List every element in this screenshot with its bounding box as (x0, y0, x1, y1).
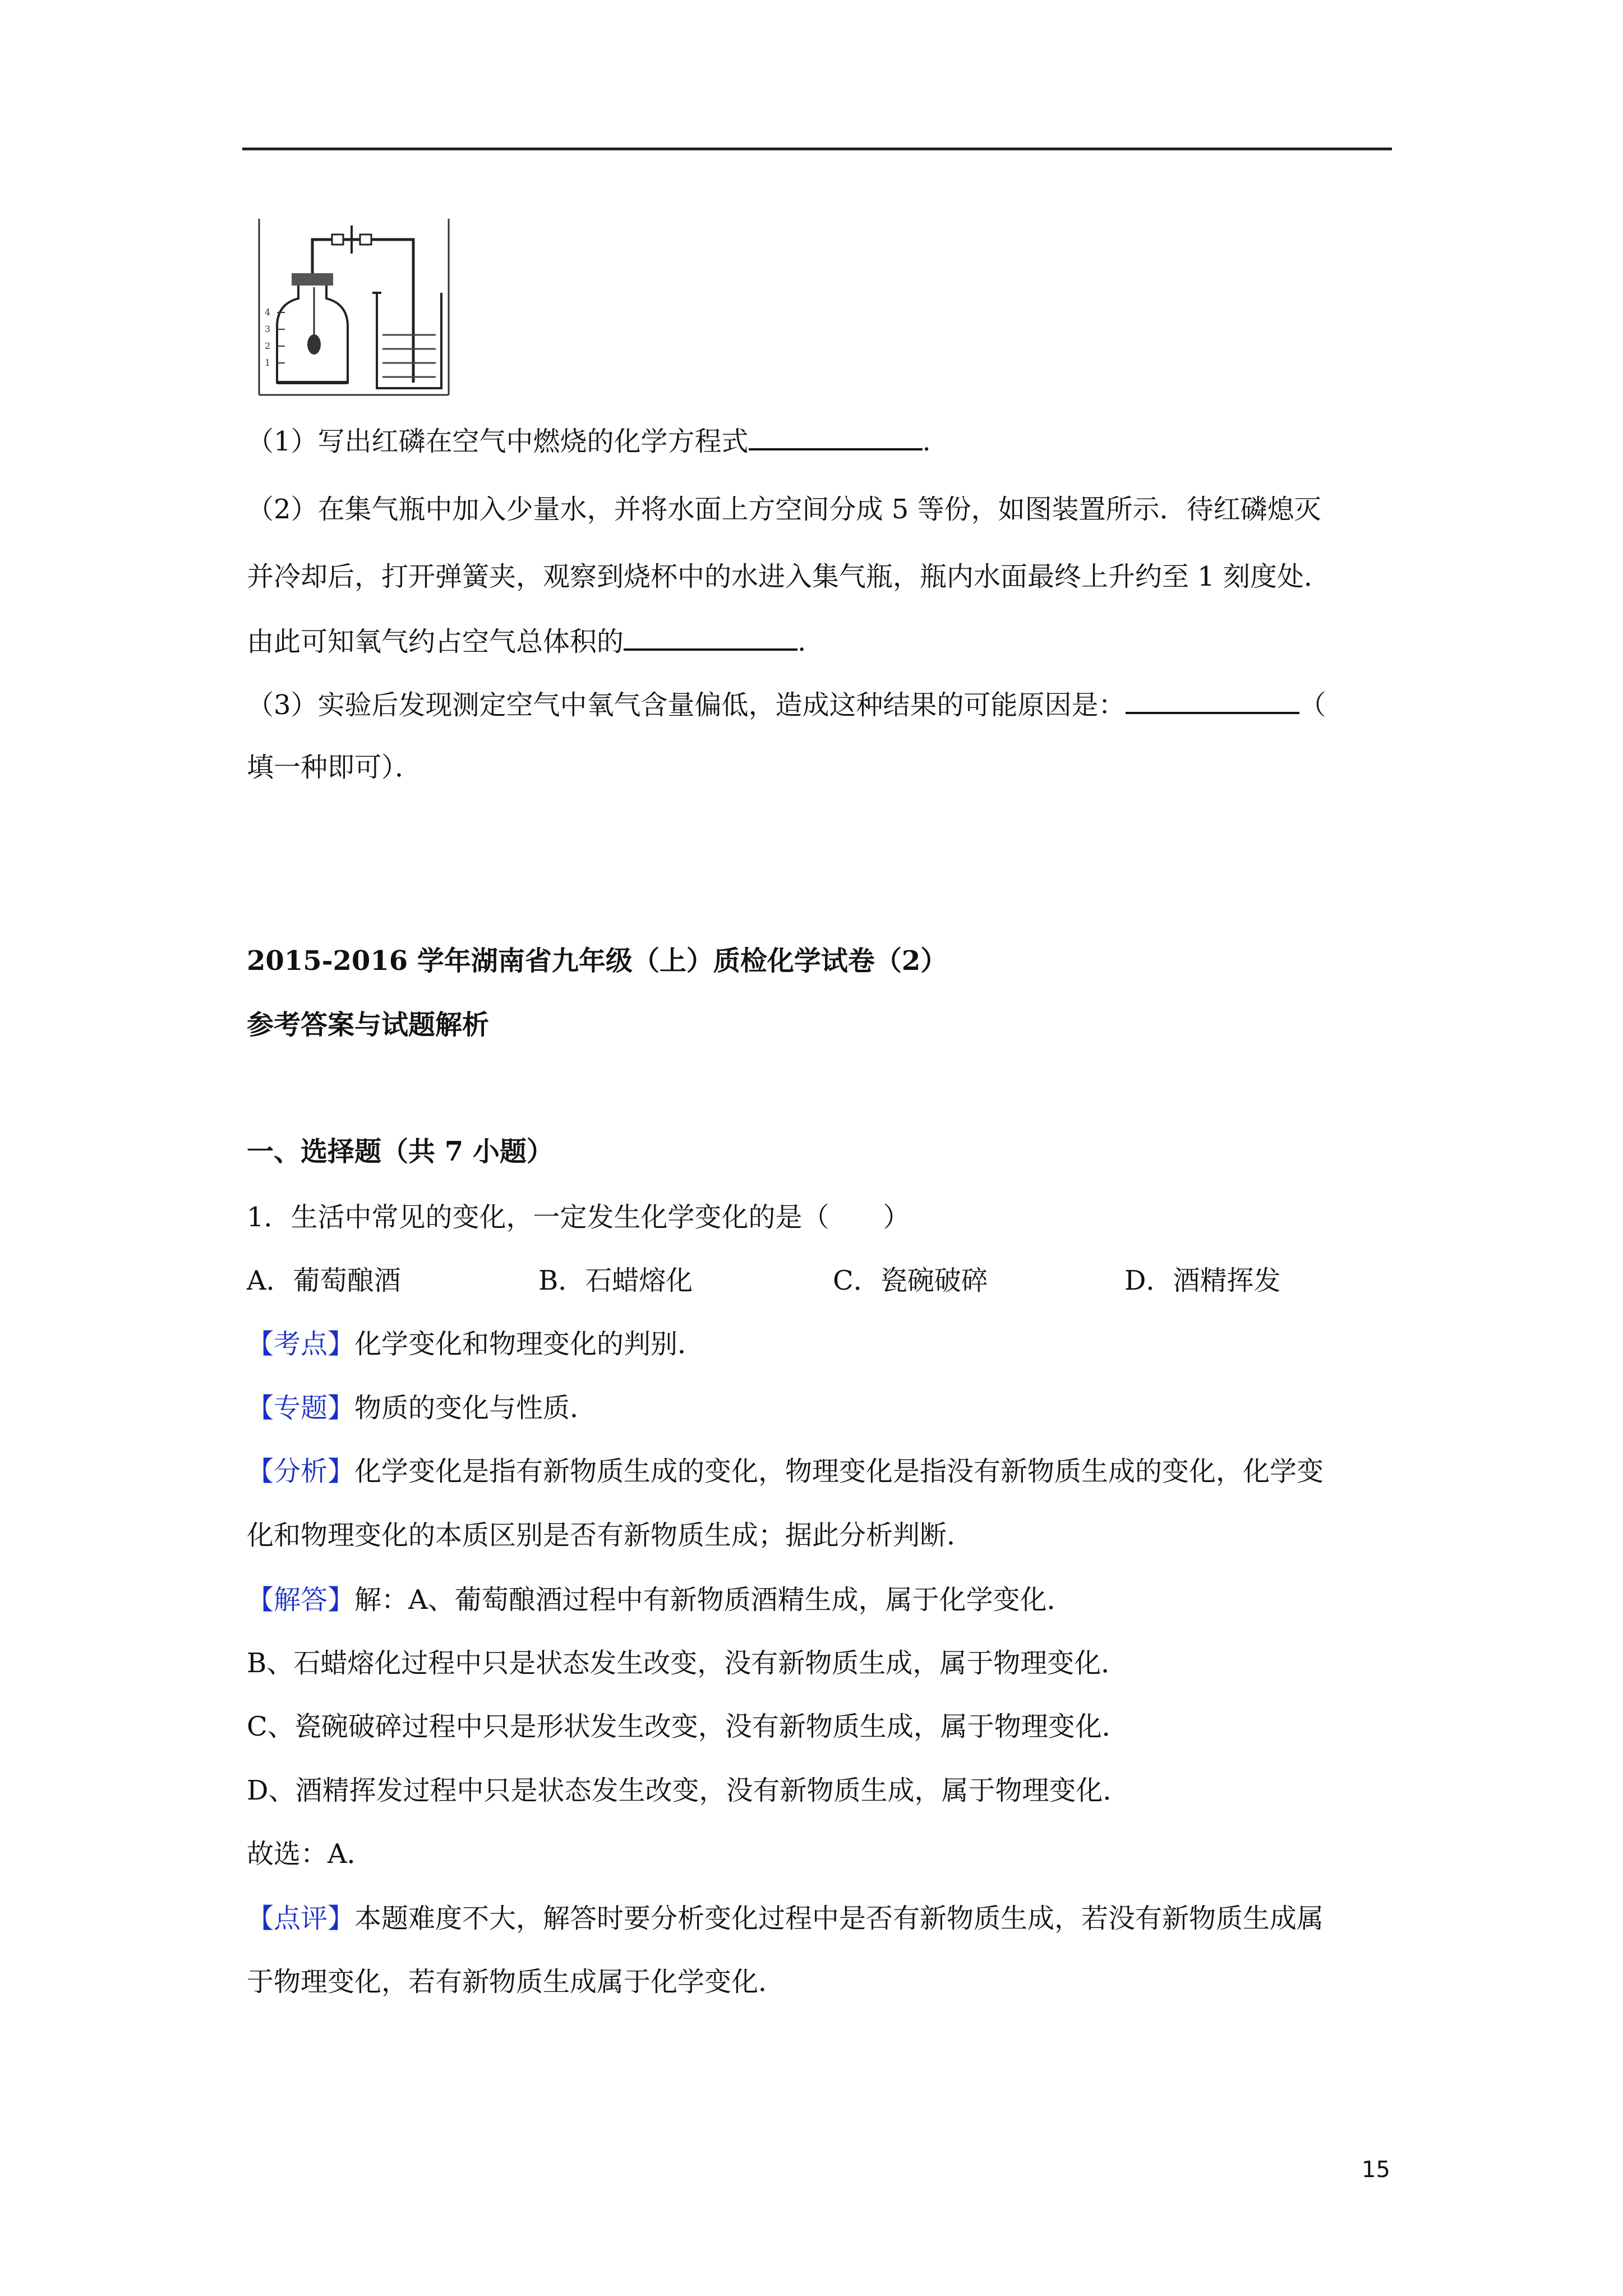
answer-subtitle: 参考答案与试题解析 (247, 1009, 490, 1041)
fenxi-tag: 【分析】 (247, 1456, 355, 1487)
fenxi-line-2: 化和物理变化的本质区别是否有新物质生成；据此分析判断． (247, 1520, 974, 1551)
scale-label-1: 1 (265, 357, 271, 368)
kaodian: 【考点】化学变化和物理变化的判别． (247, 1328, 705, 1360)
question-stem: 1．生活中常见的变化，一定发生化学变化的是（ ） (247, 1202, 910, 1233)
scale-label-2: 2 (265, 341, 271, 351)
option-d: D．酒精挥发 (1124, 1265, 1281, 1296)
page-number: 15 (1362, 2157, 1390, 2183)
jieda-tag: 【解答】 (247, 1584, 355, 1616)
answer-choice: 故选：A． (247, 1838, 374, 1870)
answer-blank-1 (749, 424, 923, 450)
dianping-line-2: 于物理变化，若有新物质生成属于化学变化． (247, 1966, 786, 1998)
question-2-line-1: （2）在集气瓶中加入少量水，并将水面上方空间分成 5 等份，如图装置所示．待红磷熄灭 (247, 494, 1321, 525)
dianping-line-1: 【点评】本题难度不大，解答时要分析变化过程中是否有新物质生成，若没有新物质生成属 (247, 1903, 1324, 1934)
fenxi-line-1: 【分析】化学变化是指有新物质生成的变化，物理变化是指没有新物质生成的变化，化学变 (247, 1456, 1324, 1487)
question-2-line-2: 并冷却后，打开弹簧夹，观察到烧杯中的水进入集气瓶，瓶内水面最终上升约至 1 刻度处． (247, 561, 1331, 592)
option-a: A．葡萄酿酒 (247, 1265, 401, 1296)
header-rule (242, 148, 1392, 150)
apparatus-figure (242, 214, 455, 399)
question-2-line-3: 由此可知氧气约占空气总体积的 . (247, 624, 806, 659)
question-1: （1）写出红磷在空气中燃烧的化学方程式 . (247, 424, 931, 458)
option-b: B．石蜡熔化 (538, 1265, 693, 1296)
zhuanti-tag: 【专题】 (247, 1392, 355, 1424)
jieda-line-3: C、瓷碗破碎过程中只是形状发生改变，没有新物质生成，属于物理变化． (247, 1711, 1129, 1742)
answer-blank-2 (624, 624, 797, 651)
scale-label-3: 3 (265, 324, 271, 334)
question-3-line-2: 填一种即可）． (247, 752, 422, 783)
answer-title: 2015-2016 学年湖南省九年级（上）质检化学试卷（2） (247, 945, 948, 977)
jieda-line-2: B、石蜡熔化过程中只是状态发生改变，没有新物质生成，属于物理变化． (247, 1648, 1128, 1679)
question-3-line-1: （3）实验后发现测定空气中氧气含量偏低，造成这种结果的可能原因是： （ (247, 687, 1326, 722)
dianping-tag: 【点评】 (247, 1903, 355, 1934)
kaodian-tag: 【考点】 (247, 1328, 355, 1360)
jieda-line-4: D、酒精挥发过程中只是状态发生改变，没有新物质生成，属于物理变化． (247, 1775, 1130, 1806)
section-title: 一、选择题（共 7 小题） (247, 1136, 554, 1167)
zhuanti: 【专题】物质的变化与性质． (247, 1392, 597, 1424)
scale-label-4: 4 (265, 307, 271, 318)
answer-blank-3 (1126, 687, 1299, 714)
jieda-line-1: 【解答】解：A、葡萄酿酒过程中有新物质酒精生成，属于化学变化． (247, 1584, 1074, 1616)
option-c: C．瓷碗破碎 (833, 1265, 988, 1296)
